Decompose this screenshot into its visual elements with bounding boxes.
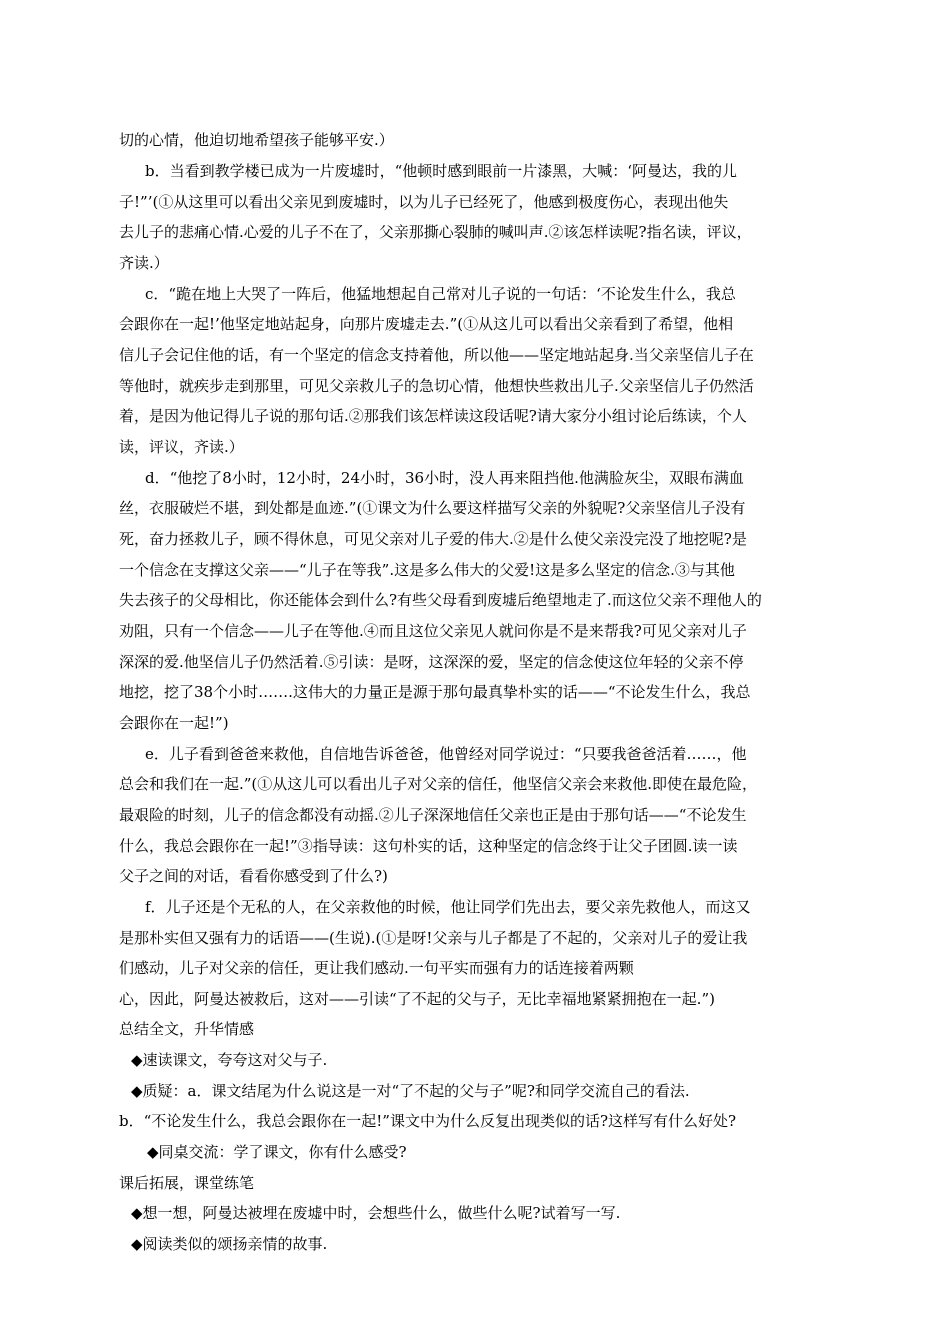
text-line: d．“他挖了8小时，12小时，24小时，36小时，没人再来阻挡他.他满脸灰尘，双眼布满血 (145, 469, 744, 487)
bullet-item: ◆阅读类似的颂扬亲情的故事. (131, 1235, 328, 1253)
text-line: b．“不论发生什么，我总会跟你在一起!”课文中为什么反复出现类似的话?这样写有什么好处? (119, 1112, 737, 1130)
text-line: 们感动，儿子对父亲的信任，更让我们感动.一句平实而强有力的话连接着两颗 (119, 959, 634, 977)
text-line: 子!”’(①从这里可以看出父亲见到废墟时，以为儿子已经死了，他感到极度伤心，表现出他失 (119, 193, 729, 211)
text-line: 会跟你在一起!”) (119, 714, 229, 732)
text-line: 最艰险的时刻，儿子的信念都没有动摇.②儿子深深地信任父亲也正是由于那句话——“不论发生 (119, 806, 747, 824)
text-line: 信儿子会记住他的话，有一个坚定的信念支持着他，所以他——坚定地站起身.当父亲坚信儿子在 (119, 346, 754, 364)
text-line: 死，奋力拯救儿子，顾不得休息，可见父亲对儿子爱的伟大.②是什么使父亲没完没了地挖呢?是 (119, 530, 747, 548)
text-line: 父子之间的对话，看看你感受到了什么?) (119, 867, 388, 885)
bullet-item: ◆想一想，阿曼达被埋在废墟中时，会想些什么，做些什么呢?试着写一写. (131, 1204, 621, 1222)
bullet-item: ◆速读课文，夸夸这对父与子. (131, 1051, 328, 1069)
text-line: 去儿子的悲痛心情.心爱的儿子不在了，父亲那撕心裂肺的喊叫声.②该怎样读呢?指名读，评议， (119, 223, 752, 241)
text-line: 着，是因为他记得儿子说的那句话.②那我们该怎样读这段话呢?请大家分小组讨论后练读，个人 (119, 407, 747, 425)
text-line: b．当看到教学楼已成为一片废墟时，“他顿时感到眼前一片漆黑，大喊：‘阿曼达，我的儿 (145, 162, 738, 180)
text-line: 劝阻，只有一个信念——儿子在等他.④而且这位父亲见人就问你是不是来帮我?可见父亲对儿子 (119, 622, 747, 640)
text-line: 总会和我们在一起.”(①从这儿可以看出儿子对父亲的信任，他坚信父亲会来救他.即使在最危险， (119, 775, 758, 793)
bullet-item: ◆质疑：a．课文结尾为什么说这是一对“了不起的父与子”呢?和同学交流自己的看法. (131, 1082, 690, 1100)
text-line: 一个信念在支撑这父亲——“儿子在等我”.这是多么伟大的父爱!这是多么坚定的信念.③与其他 (119, 561, 735, 579)
text-line: c．“跪在地上大哭了一阵后，他猛地想起自己常对儿子说的一句话：‘不论发生什么，我总 (145, 285, 736, 303)
text-line: f．儿子还是个无私的人，在父亲救他的时候，他让同学们先出去，要父亲先救他人，而这又 (145, 898, 751, 916)
bullet-item: ◆同桌交流：学了课文，你有什么感受? (147, 1143, 407, 1161)
section-heading: 课后拓展，课堂练笔 (119, 1174, 255, 1192)
text-line: 深深的爱.他坚信儿子仍然活着.⑤引读：是呀，这深深的爱，坚定的信念使这位年轻的父亲不停 (119, 653, 744, 671)
text-line: 地挖，挖了38个小时…….这伟大的力量正是源于那句最真挚朴实的话——“不论发生什么，我总 (119, 683, 751, 701)
text-line: 切的心情，他迫切地希望孩子能够平安.） (119, 131, 394, 149)
text-line: 是那朴实但又强有力的话语——(生说).(①是呀!父亲与儿子都是了不起的，父亲对儿子的爱让我 (119, 929, 748, 947)
text-line: 等他时，就疾步走到那里，可见父亲救儿子的急切心情，他想快些救出儿子.父亲坚信儿子仍然活 (119, 377, 754, 395)
text-line: 失去孩子的父母相比，你还能体会到什么?有些父母看到废墟后绝望地走了.而这位父亲不理他人的 (119, 591, 762, 609)
text-line: 丝，衣服破烂不堪，到处都是血迹.”(①课文为什么要这样描写父亲的外貌呢?父亲坚信儿子没有 (119, 499, 746, 517)
text-line: e．儿子看到爸爸来救他，自信地告诉爸爸，他曾经对同学说过：“只要我爸爸活着……，他 (145, 745, 747, 763)
text-line: 读，评议，齐读.） (119, 438, 244, 456)
text-line: 会跟你在一起!’他坚定地站起身，向那片废墟走去.”(①从这儿可以看出父亲看到了希望，他相 (119, 315, 734, 333)
text-line: 心，因此，阿曼达被救后，这对——引读“了不起的父与子，无比幸福地紧紧拥抱在一起.”) (119, 990, 715, 1008)
section-heading: 总结全文，升华情感 (119, 1020, 255, 1038)
text-line: 什么，我总会跟你在一起!”③指导读：这句朴实的话，这种坚定的信念终于让父子团圆.读一读 (119, 837, 738, 855)
text-line: 齐读.） (119, 254, 169, 272)
